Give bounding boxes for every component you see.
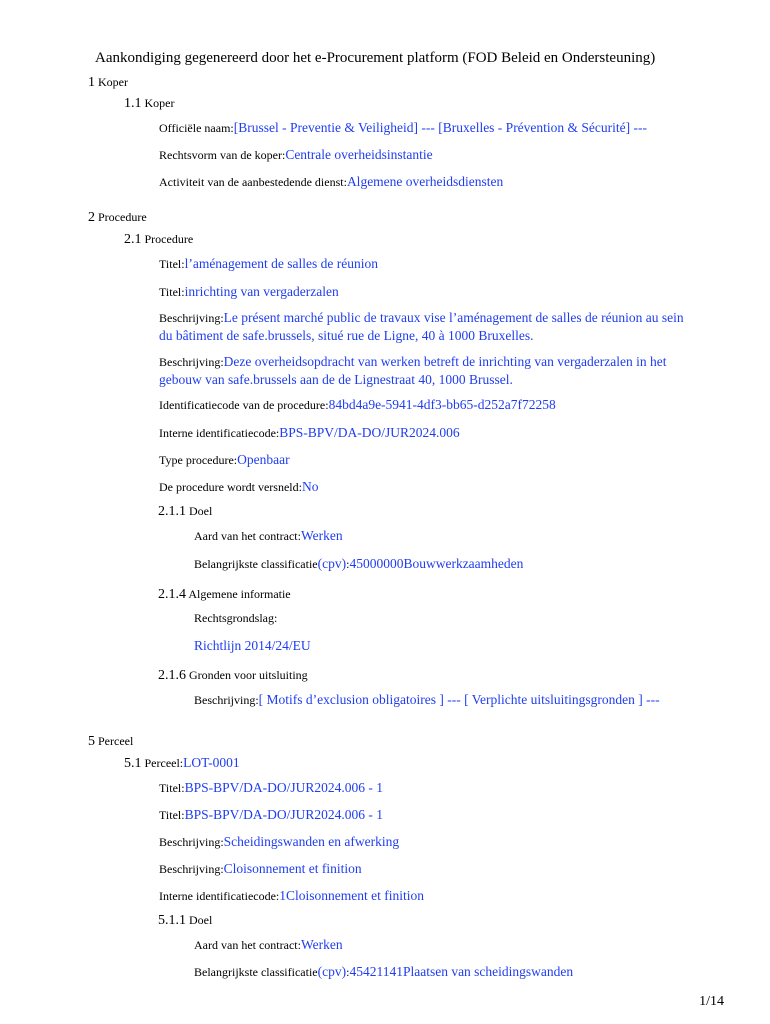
field-cpv-tag: (cpv) [317,556,347,571]
field-lot-cpv [194,963,704,981]
field-cpv-main [194,555,704,573]
field-label: Beschrijving: [159,862,224,876]
section-5-heading [88,734,133,750]
field-legal-basis-value [194,637,704,655]
field-value: [Brussel - Preventie & Veiligheid] --- [Bruxelles - Prévention & Sécurité] --- [233,120,648,135]
field-value: Werken [300,528,343,543]
section-1-1-heading [124,96,175,112]
field-value: No [301,479,319,494]
section-number: 5.1.1 [158,913,186,928]
page-number: 1/14 [699,994,724,1009]
field-label: Aard van het contract: [194,529,301,543]
field-value: 45421141Plaatsen van scheidingswanden [349,964,574,979]
section-title: Procedure [144,232,194,246]
field-value: Cloisonnement et finition [223,861,362,876]
field-separator: : [346,557,350,571]
section-number: 5 [88,734,95,749]
field-value: 84bd4a9e-5941-4df3-bb65-d252a7f72258 [328,397,556,412]
section-title: Doel [189,504,213,518]
section-number: 2 [88,210,95,225]
field-lot-title-2 [159,806,699,824]
field-value: inrichting van vergaderzalen [184,284,339,299]
field-label: Officiële naam: [159,121,234,135]
field-title-nl [159,283,699,301]
page-title: Aankondiging gegenereerd door het e-Procurement platform (FOD Beleid en Ondersteuning) [95,50,656,66]
field-label: Beschrijving: [159,835,224,849]
field-value: Deze overheidsopdracht van werken betreft de inrichting van vergaderzalen in het gebouw van safe.brussels aan de de Lignestraat 40, 1000 Brussel. [159,354,667,387]
section-title: Koper [144,96,175,110]
section-title: Procedure [98,210,147,224]
field-lot-contract-type [194,936,704,954]
field-value: Centrale overheidsinstantie [285,147,433,162]
field-label: Belangrijkste classificatie [194,965,318,979]
section-2-1-1-heading [158,504,212,520]
field-value: l’aménagement de salles de réunion [184,256,379,271]
field-official-name [159,119,699,137]
field-label: Rechtsvorm van de koper: [159,148,286,162]
field-cpv-tag: (cpv) [317,964,347,979]
section-2-heading [88,210,147,226]
field-label: Titel: [159,285,185,299]
field-value: BPS-BPV/DA-DO/JUR2024.006 - 1 [184,780,383,795]
field-exclusion-grounds [194,691,704,709]
section-number: 5.1 [124,756,142,771]
section-title: Perceel [98,734,134,748]
lot-id: LOT-0001 [183,755,240,770]
field-value: 1Cloisonnement et finition [279,888,425,903]
field-value: Scheidingswanden en afwerking [223,834,400,849]
field-lot-description-fr [159,860,699,878]
section-number: 2.1.1 [158,504,186,519]
field-accelerated [159,478,699,496]
field-label: Type procedure: [159,453,238,467]
field-separator: : [346,965,350,979]
field-value: BPS-BPV/DA-DO/JUR2024.006 [279,425,460,440]
field-value: Openbaar [237,452,290,467]
field-lot-internal-id [159,887,699,905]
field-label: Aard van het contract: [194,938,301,952]
section-title: Perceel: [144,756,184,770]
field-label: Interne identificatiecode: [159,426,280,440]
field-procedure-type [159,451,699,469]
field-label: Belangrijkste classificatie [194,557,318,571]
field-label: Titel: [159,257,185,271]
field-label: Activiteit van de aanbestedende dienst: [159,175,347,189]
field-label: Interne identificatiecode: [159,889,280,903]
section-number: 1.1 [124,96,142,111]
section-number: 1 [88,75,95,90]
field-value: Algemene overheidsdiensten [346,174,504,189]
field-internal-id [159,424,699,442]
field-description-nl [159,353,699,389]
field-label: Titel: [159,781,185,795]
section-title: Koper [98,75,128,89]
field-label: Beschrijving: [159,355,224,369]
field-label: Identificatiecode van de procedure: [159,398,329,412]
section-5-1-heading [124,755,240,772]
field-lot-description-nl [159,833,699,851]
field-lot-title-1 [159,779,699,797]
field-activity [159,173,699,191]
section-2-1-4-heading [158,587,291,603]
section-1-heading [88,75,128,91]
field-label: Beschrijving: [194,693,259,707]
section-5-1-1-heading [158,913,212,929]
section-number: 2.1.6 [158,668,186,683]
field-label: Titel: [159,808,185,822]
field-label: De procedure wordt versneld: [159,480,302,494]
section-number: 2.1.4 [158,587,186,602]
section-number: 2.1 [124,232,142,247]
field-description-fr [159,309,699,345]
section-2-1-heading [124,232,193,248]
field-value: Richtlijn 2014/24/EU [194,638,311,653]
field-title-fr [159,255,699,273]
section-title: Gronden voor uitsluiting [189,668,308,682]
field-label: Rechtsgrondslag: [194,611,278,625]
field-contract-type [194,527,704,545]
field-legal-basis-label [194,610,704,627]
section-2-1-6-heading [158,668,308,684]
section-title: Doel [189,913,213,927]
field-value: 45000000Bouwwerkzaamheden [349,556,524,571]
field-procedure-id [159,396,699,414]
section-title: Algemene informatie [188,587,291,601]
field-value: BPS-BPV/DA-DO/JUR2024.006 - 1 [184,807,383,822]
field-value: Werken [300,937,343,952]
field-value: Le présent marché public de travaux vise l’aménagement de salles de réunion au sein du bâtiment de safe.brussels, situé rue de Ligne, 40 à 1000 Bruxelles. [159,310,684,343]
field-legal-form [159,146,699,164]
field-label: Beschrijving: [159,311,224,325]
field-value: [ Motifs d’exclusion obligatoires ] --- [ Verplichte uitsluitingsgronden ] --- [258,692,660,707]
